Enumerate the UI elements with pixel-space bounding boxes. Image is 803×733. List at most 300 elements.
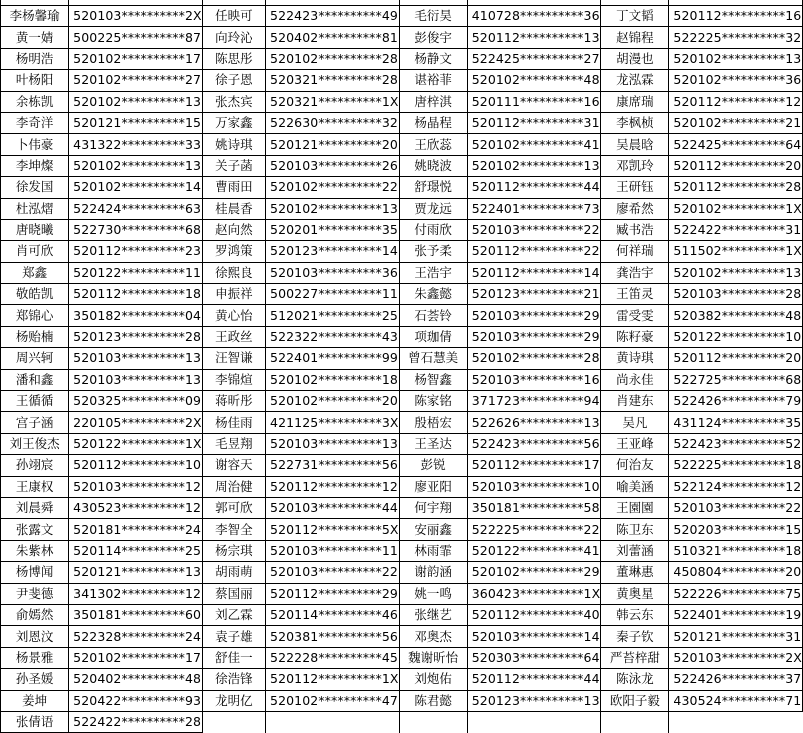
id-number-cell[interactable]: 431322**********33	[69, 134, 203, 155]
student-name-cell[interactable]: 徐子恩	[202, 70, 265, 91]
student-name-cell[interactable]: 彭俊宇	[399, 27, 467, 48]
id-number-cell[interactable]: 520112**********12	[266, 476, 400, 497]
id-number-cell[interactable]: 520123**********21	[467, 284, 601, 305]
id-number-cell[interactable]: 520112**********29	[266, 583, 400, 604]
student-name-cell[interactable]: 魏谢昕怡	[399, 647, 467, 668]
student-name-cell[interactable]: 刘炮佑	[399, 669, 467, 690]
id-number-cell[interactable]: 522226**********75	[669, 583, 803, 604]
id-number-cell[interactable]: 522423**********52	[669, 433, 803, 454]
student-name-cell[interactable]: 严苔梓甜	[601, 647, 669, 668]
student-name-cell[interactable]: 唐晓曦	[1, 219, 69, 240]
student-name-cell[interactable]: 李枫桢	[601, 112, 669, 133]
student-name-cell[interactable]: 李智全	[202, 519, 265, 540]
id-number-cell[interactable]: 520122**********41	[467, 540, 601, 561]
id-number-cell[interactable]: 520112**********44	[467, 177, 601, 198]
student-name-cell[interactable]: 王研钰	[601, 177, 669, 198]
table-row	[1, 669, 803, 690]
table-row	[1, 6, 803, 27]
empty-cell	[601, 711, 669, 732]
student-name-cell[interactable]: 胡雨萌	[202, 562, 265, 583]
id-number-cell[interactable]: 522423**********49	[266, 6, 400, 27]
id-number-cell[interactable]: 520321**********1X	[266, 91, 400, 112]
student-name-cell[interactable]: 秦子钦	[601, 626, 669, 647]
id-number-cell[interactable]: 520102**********13	[69, 155, 203, 176]
id-number-cell[interactable]: 520112**********23	[69, 241, 203, 262]
student-name-cell[interactable]: 谢容天	[202, 455, 265, 476]
student-name-cell[interactable]: 杨佳雨	[202, 412, 265, 433]
id-number-cell[interactable]: 522422**********31	[669, 219, 803, 240]
id-number-cell[interactable]: 520402**********48	[69, 669, 203, 690]
student-name-cell[interactable]: 王圣达	[399, 433, 467, 454]
id-number-cell[interactable]: 522424**********63	[69, 198, 203, 219]
id-number-cell[interactable]: 371723**********94	[467, 391, 601, 412]
id-number-cell[interactable]: 520112**********14	[467, 262, 601, 283]
id-number-cell[interactable]: 520112**********18	[69, 284, 203, 305]
id-number-cell[interactable]: 520102**********28	[266, 48, 400, 69]
id-number-cell[interactable]: 220105**********2X	[69, 412, 203, 433]
student-name-cell[interactable]: 王浩宇	[399, 262, 467, 283]
id-number-cell[interactable]: 520122**********10	[669, 326, 803, 347]
table-row	[1, 155, 803, 176]
table-row	[1, 27, 803, 48]
student-name-cell[interactable]: 龚浩宇	[601, 262, 669, 283]
id-number-cell[interactable]: 520114**********25	[69, 540, 203, 561]
id-number-cell[interactable]: 520103**********2X	[69, 6, 203, 27]
student-name-cell[interactable]: 李坤燦	[1, 155, 69, 176]
student-name-cell[interactable]: 关子菡	[202, 155, 265, 176]
student-name-cell[interactable]: 余栋凯	[1, 91, 69, 112]
id-number-cell[interactable]: 520102**********47	[266, 690, 400, 711]
id-number-cell[interactable]: 520112**********40	[467, 604, 601, 625]
student-name-cell[interactable]: 孙圣媛	[1, 669, 69, 690]
student-name-cell[interactable]: 刘乙霖	[202, 604, 265, 625]
table-row	[1, 583, 803, 604]
table-row	[1, 626, 803, 647]
id-number-cell[interactable]: 341302**********12	[69, 583, 203, 604]
student-name-cell[interactable]: 陈泳龙	[601, 669, 669, 690]
student-name-cell[interactable]: 姜坤	[1, 690, 69, 711]
id-number-cell[interactable]: 350182**********04	[69, 305, 203, 326]
table-row	[1, 562, 803, 583]
student-name-cell[interactable]: 李锦煊	[202, 369, 265, 390]
student-name-cell[interactable]: 徐浩锋	[202, 669, 265, 690]
id-number-cell[interactable]: 510321**********18	[669, 540, 803, 561]
id-number-cell[interactable]: 520103**********10	[467, 476, 601, 497]
id-number-cell[interactable]: 520112**********17	[467, 455, 601, 476]
id-number-cell[interactable]: 522328**********24	[69, 626, 203, 647]
id-number-cell[interactable]: 520103**********29	[467, 305, 601, 326]
id-number-cell[interactable]: 520201**********35	[266, 219, 400, 240]
id-number-cell[interactable]: 511502**********1X	[669, 241, 803, 262]
student-name-cell[interactable]: 杨宗琪	[202, 540, 265, 561]
student-name-cell[interactable]: 廖亚阳	[399, 476, 467, 497]
id-number-cell[interactable]: 520102**********27	[69, 70, 203, 91]
id-number-cell[interactable]: 410728**********36	[467, 6, 601, 27]
student-name-cell[interactable]: 刘王俊杰	[1, 433, 69, 454]
id-number-cell[interactable]: 520203**********15	[669, 519, 803, 540]
id-number-cell[interactable]: 522425**********64	[669, 134, 803, 155]
student-name-cell[interactable]: 刘晨舜	[1, 497, 69, 518]
student-name-cell[interactable]: 陈家铭	[399, 391, 467, 412]
student-name-cell[interactable]: 郭可欣	[202, 497, 265, 518]
student-name-cell[interactable]: 尹斐德	[1, 583, 69, 604]
id-number-cell[interactable]: 520382**********48	[669, 305, 803, 326]
student-name-cell[interactable]: 朱鑫懿	[399, 284, 467, 305]
id-number-cell[interactable]: 520102**********22	[266, 177, 400, 198]
id-number-cell[interactable]: 522225**********22	[467, 519, 601, 540]
id-number-cell[interactable]: 520103**********11	[266, 540, 400, 561]
id-number-cell[interactable]: 360423**********1X	[467, 583, 601, 604]
id-number-cell[interactable]: 520112**********28	[669, 177, 803, 198]
student-name-cell[interactable]: 吴晨晗	[601, 134, 669, 155]
student-name-cell[interactable]: 邓凯玲	[601, 155, 669, 176]
id-number-cell[interactable]: 520121**********31	[669, 626, 803, 647]
student-name-cell[interactable]: 刘恩汶	[1, 626, 69, 647]
id-number-cell[interactable]: 522426**********79	[669, 391, 803, 412]
id-number-cell[interactable]: 520112**********10	[69, 455, 203, 476]
id-number-cell[interactable]: 522731**********56	[266, 455, 400, 476]
student-name-cell[interactable]: 杨博闻	[1, 562, 69, 583]
table-row	[1, 48, 803, 69]
id-number-cell[interactable]: 520402**********81	[266, 27, 400, 48]
id-number-cell[interactable]: 431124**********35	[669, 412, 803, 433]
id-number-cell[interactable]: 512021**********25	[266, 305, 400, 326]
id-number-cell[interactable]: 520181**********24	[69, 519, 203, 540]
student-name-cell[interactable]: 尚永佳	[601, 369, 669, 390]
id-number-cell[interactable]: 522425**********27	[467, 48, 601, 69]
student-name-cell[interactable]: 黄诗琪	[601, 348, 669, 369]
table-row	[1, 91, 803, 112]
table-row	[1, 476, 803, 497]
student-name-cell[interactable]: 黄心怡	[202, 305, 265, 326]
table-row	[1, 112, 803, 133]
id-number-cell[interactable]: 522423**********56	[467, 433, 601, 454]
student-name-cell[interactable]: 袁子雄	[202, 626, 265, 647]
student-name-cell[interactable]: 杨景雅	[1, 647, 69, 668]
student-name-cell[interactable]: 曹雨田	[202, 177, 265, 198]
student-name-cell[interactable]: 杨贻楠	[1, 326, 69, 347]
id-number-cell[interactable]: 522426**********37	[669, 669, 803, 690]
id-number-cell[interactable]: 522401**********19	[669, 604, 803, 625]
id-number-cell[interactable]: 520112**********31	[467, 112, 601, 133]
student-name-cell[interactable]: 雷受雯	[601, 305, 669, 326]
student-name-cell[interactable]: 曾石慧美	[399, 348, 467, 369]
id-number-cell[interactable]: 520103**********22	[669, 497, 803, 518]
student-name-cell[interactable]: 汪智谦	[202, 348, 265, 369]
id-number-cell[interactable]: 520103**********22	[467, 219, 601, 240]
id-number-cell[interactable]: 520102**********28	[467, 348, 601, 369]
table-row	[1, 391, 803, 412]
student-name-cell[interactable]: 杨晶程	[399, 112, 467, 133]
id-number-cell[interactable]: 520102**********13	[69, 91, 203, 112]
id-number-cell[interactable]: 522422**********28	[69, 711, 203, 732]
id-number-cell[interactable]: 520422**********93	[69, 690, 203, 711]
student-name-cell[interactable]: 彭锐	[399, 455, 467, 476]
id-number-cell[interactable]: 520103**********29	[467, 326, 601, 347]
student-name-cell[interactable]: 俞嫣然	[1, 604, 69, 625]
student-name-cell[interactable]: 项珈倩	[399, 326, 467, 347]
id-number-cell[interactable]: 520102**********21	[669, 112, 803, 133]
student-name-cell[interactable]: 陈思彤	[202, 48, 265, 69]
table-row	[1, 177, 803, 198]
id-number-cell[interactable]: 522225**********32	[669, 27, 803, 48]
student-name-cell[interactable]: 姚诗琪	[202, 134, 265, 155]
id-number-cell[interactable]: 520102**********48	[467, 70, 601, 91]
id-number-cell[interactable]: 520103**********13	[69, 348, 203, 369]
id-number-cell[interactable]: 520102**********36	[669, 70, 803, 91]
student-name-cell[interactable]: 毛昱翔	[202, 433, 265, 454]
id-number-cell[interactable]: 522228**********45	[266, 647, 400, 668]
student-name-cell[interactable]: 陈籽豪	[601, 326, 669, 347]
student-name-cell[interactable]: 蔡国丽	[202, 583, 265, 604]
id-number-cell[interactable]: 520123**********28	[69, 326, 203, 347]
id-number-cell[interactable]: 520103**********44	[266, 497, 400, 518]
id-number-cell[interactable]: 522401**********73	[467, 198, 601, 219]
id-number-cell[interactable]: 520102**********17	[69, 647, 203, 668]
student-name-cell[interactable]: 徐熙良	[202, 262, 265, 283]
id-number-cell[interactable]: 522725**********68	[669, 369, 803, 390]
id-number-cell[interactable]: 520103**********28	[669, 284, 803, 305]
student-name-cell[interactable]: 胡漫也	[601, 48, 669, 69]
student-name-cell[interactable]: 廖希然	[601, 198, 669, 219]
id-number-cell[interactable]: 520303**********64	[467, 647, 601, 668]
id-number-cell[interactable]: 520103**********26	[266, 155, 400, 176]
student-name-cell[interactable]: 向玲沁	[202, 27, 265, 48]
id-number-cell[interactable]: 522322**********43	[266, 326, 400, 347]
table-row	[1, 348, 803, 369]
student-name-cell[interactable]: 黄奥星	[601, 583, 669, 604]
student-name-cell[interactable]: 李奇洋	[1, 112, 69, 133]
student-name-cell[interactable]: 王康权	[1, 476, 69, 497]
id-number-cell[interactable]: 520103**********12	[69, 476, 203, 497]
id-number-cell[interactable]: 520112**********16	[669, 6, 803, 27]
id-number-cell[interactable]: 520102**********1X	[669, 198, 803, 219]
student-name-cell[interactable]: 徐发国	[1, 177, 69, 198]
id-number-cell[interactable]: 520123**********14	[266, 241, 400, 262]
id-number-cell[interactable]: 520102**********41	[467, 134, 601, 155]
id-number-cell[interactable]: 520102**********20	[266, 391, 400, 412]
student-name-cell[interactable]: 石荟铃	[399, 305, 467, 326]
id-number-cell[interactable]: 520102**********29	[467, 562, 601, 583]
table-row	[1, 604, 803, 625]
id-number-cell[interactable]: 520102**********17	[69, 48, 203, 69]
student-name-cell[interactable]: 杨静文	[399, 48, 467, 69]
empty-cell	[669, 711, 803, 732]
table-row	[1, 70, 803, 91]
student-name-cell[interactable]: 唐梓淇	[399, 91, 467, 112]
student-name-cell[interactable]: 何宇翔	[399, 497, 467, 518]
id-number-cell[interactable]: 520102**********14	[69, 177, 203, 198]
student-name-cell[interactable]: 林雨霏	[399, 540, 467, 561]
table-row	[1, 305, 803, 326]
student-name-cell[interactable]: 丁文韬	[601, 6, 669, 27]
student-name-cell[interactable]: 刘蕾涵	[601, 540, 669, 561]
id-number-cell[interactable]: 520112**********5X	[266, 519, 400, 540]
id-number-cell[interactable]: 520103**********22	[266, 562, 400, 583]
table-row	[1, 219, 803, 240]
student-name-cell[interactable]: 孙翊宸	[1, 455, 69, 476]
student-name-cell[interactable]: 舒璟悦	[399, 177, 467, 198]
id-number-cell[interactable]: 520321**********28	[266, 70, 400, 91]
student-name-cell[interactable]: 张继艺	[399, 604, 467, 625]
id-number-cell[interactable]: 520122**********1X	[69, 433, 203, 454]
id-number-cell[interactable]: 520112**********20	[669, 155, 803, 176]
table-row	[1, 284, 803, 305]
id-number-cell[interactable]: 520325**********09	[69, 391, 203, 412]
table-row	[1, 690, 803, 711]
id-number-cell[interactable]: 421125**********3X	[266, 412, 400, 433]
student-name-cell[interactable]: 周治健	[202, 476, 265, 497]
student-name-cell[interactable]: 万家鑫	[202, 112, 265, 133]
student-name-cell[interactable]: 何治友	[601, 455, 669, 476]
id-number-cell[interactable]: 520102**********18	[266, 369, 400, 390]
student-name-cell[interactable]: 敬皓凯	[1, 284, 69, 305]
student-name-cell[interactable]: 张倩语	[1, 711, 69, 732]
id-number-cell[interactable]: 520114**********46	[266, 604, 400, 625]
student-name-cell[interactable]: 罗鸿策	[202, 241, 265, 262]
student-name-cell[interactable]: 任映可	[202, 6, 265, 27]
student-name-cell[interactable]: 陈君懿	[399, 690, 467, 711]
id-number-cell[interactable]: 520103**********13	[266, 433, 400, 454]
id-number-cell[interactable]: 522730**********68	[69, 219, 203, 240]
id-number-cell[interactable]: 520103**********2X	[669, 647, 803, 668]
id-number-cell[interactable]: 520103**********13	[69, 369, 203, 390]
student-name-cell[interactable]: 吴凡	[601, 412, 669, 433]
id-number-cell[interactable]: 522225**********18	[669, 455, 803, 476]
id-number-cell[interactable]: 520381**********56	[266, 626, 400, 647]
student-name-cell[interactable]: 王園園	[601, 497, 669, 518]
student-name-cell[interactable]: 喻美涵	[601, 476, 669, 497]
student-name-cell[interactable]: 董琳惠	[601, 562, 669, 583]
student-name-cell[interactable]: 赵锦程	[601, 27, 669, 48]
student-name-cell[interactable]: 叶杨阳	[1, 70, 69, 91]
id-number-cell[interactable]: 520102**********13	[266, 198, 400, 219]
student-name-cell[interactable]: 殷梧宏	[399, 412, 467, 433]
id-number-cell[interactable]: 350181**********58	[467, 497, 601, 518]
student-name-cell[interactable]: 臧书浩	[601, 219, 669, 240]
id-number-cell[interactable]: 430524**********71	[669, 690, 803, 711]
student-name-cell[interactable]: 欧阳子毅	[601, 690, 669, 711]
student-name-cell[interactable]: 毛衍昊	[399, 6, 467, 27]
table-body	[1, 0, 803, 733]
student-name-cell[interactable]: 姚晓波	[399, 155, 467, 176]
student-name-cell[interactable]: 朱紫林	[1, 540, 69, 561]
table-row	[1, 540, 803, 561]
student-name-cell[interactable]: 谢韵涵	[399, 562, 467, 583]
table-row	[1, 369, 803, 390]
id-number-cell[interactable]: 350181**********60	[69, 604, 203, 625]
id-number-cell[interactable]: 520102**********13	[467, 155, 601, 176]
student-name-cell[interactable]: 李杨馨瑜	[1, 6, 69, 27]
student-name-cell[interactable]: 舒佳一	[202, 647, 265, 668]
id-number-cell[interactable]: 520112**********12	[669, 91, 803, 112]
student-name-cell[interactable]: 张露文	[1, 519, 69, 540]
student-name-cell[interactable]: 肖建东	[601, 391, 669, 412]
table-row	[1, 647, 803, 668]
student-name-cell[interactable]: 姚一鸣	[399, 583, 467, 604]
student-name-cell[interactable]: 贾龙远	[399, 198, 467, 219]
id-number-cell[interactable]: 520102**********13	[669, 48, 803, 69]
student-name-cell[interactable]: 王循循	[1, 391, 69, 412]
id-number-cell[interactable]: 520121**********15	[69, 112, 203, 133]
id-number-cell[interactable]: 520123**********13	[467, 690, 601, 711]
id-number-cell[interactable]: 520112**********44	[467, 669, 601, 690]
student-name-cell[interactable]: 张杰宾	[202, 91, 265, 112]
id-number-cell[interactable]: 520112**********22	[467, 241, 601, 262]
student-name-cell[interactable]: 赵向然	[202, 219, 265, 240]
table-row	[1, 326, 803, 347]
student-name-cell[interactable]: 康席瑞	[601, 91, 669, 112]
student-name-cell[interactable]: 付雨欣	[399, 219, 467, 240]
id-number-cell[interactable]: 450804**********20	[669, 562, 803, 583]
id-number-cell[interactable]: 522401**********99	[266, 348, 400, 369]
table-row	[1, 497, 803, 518]
student-name-cell[interactable]: 陈卫东	[601, 519, 669, 540]
student-name-cell[interactable]: 杨智鑫	[399, 369, 467, 390]
student-name-cell[interactable]: 桂晨香	[202, 198, 265, 219]
student-name-cell[interactable]: 邓奥杰	[399, 626, 467, 647]
empty-cell	[467, 711, 601, 732]
id-number-cell[interactable]: 520121**********13	[69, 562, 203, 583]
id-number-cell[interactable]: 520112**********20	[669, 348, 803, 369]
student-name-cell[interactable]: 卜伟豪	[1, 134, 69, 155]
student-name-cell[interactable]: 肖可欣	[1, 241, 69, 262]
student-name-cell[interactable]: 周兴轲	[1, 348, 69, 369]
student-name-cell[interactable]: 王亚峰	[601, 433, 669, 454]
student-name-cell[interactable]: 杨明浩	[1, 48, 69, 69]
id-number-cell[interactable]: 520103**********36	[266, 262, 400, 283]
student-name-cell[interactable]: 谌裕菲	[399, 70, 467, 91]
id-number-cell[interactable]: 520103**********16	[467, 369, 601, 390]
student-name-cell[interactable]: 宫子涵	[1, 412, 69, 433]
student-name-cell[interactable]: 龙泓霖	[601, 70, 669, 91]
student-name-cell[interactable]: 申振祥	[202, 284, 265, 305]
student-name-cell[interactable]: 张予柔	[399, 241, 467, 262]
student-name-cell[interactable]: 郑鑫	[1, 262, 69, 283]
table-row	[1, 433, 803, 454]
id-number-cell[interactable]: 500227**********11	[266, 284, 400, 305]
id-number-cell[interactable]: 500225**********87	[69, 27, 203, 48]
student-name-cell[interactable]: 何祥瑞	[601, 241, 669, 262]
id-number-cell[interactable]: 520112**********1X	[266, 669, 400, 690]
id-number-cell[interactable]: 522630**********32	[266, 112, 400, 133]
student-name-cell[interactable]: 韩云东	[601, 604, 669, 625]
student-name-cell[interactable]: 王政丝	[202, 326, 265, 347]
id-number-cell[interactable]: 522626**********13	[467, 412, 601, 433]
table-row	[1, 198, 803, 219]
id-number-cell[interactable]: 520111**********16	[467, 91, 601, 112]
student-name-cell[interactable]: 潘和鑫	[1, 369, 69, 390]
student-name-cell[interactable]: 郑锦心	[1, 305, 69, 326]
id-number-cell[interactable]: 430523**********12	[69, 497, 203, 518]
table-row	[1, 711, 803, 732]
id-number-cell[interactable]: 520103**********14	[467, 626, 601, 647]
student-name-cell[interactable]: 蒋昕彤	[202, 391, 265, 412]
id-number-cell[interactable]: 522124**********12	[669, 476, 803, 497]
student-name-cell[interactable]: 安丽鑫	[399, 519, 467, 540]
student-name-cell[interactable]: 黄一婧	[1, 27, 69, 48]
table-row	[1, 134, 803, 155]
empty-cell	[266, 711, 400, 732]
id-number-cell[interactable]: 520121**********20	[266, 134, 400, 155]
student-name-cell[interactable]: 龙明亿	[202, 690, 265, 711]
id-number-cell[interactable]: 520112**********13	[467, 27, 601, 48]
student-name-cell[interactable]: 杜泓熠	[1, 198, 69, 219]
student-name-cell[interactable]: 王欣蕊	[399, 134, 467, 155]
id-number-cell[interactable]: 520102**********13	[669, 262, 803, 283]
id-number-cell[interactable]: 520122**********11	[69, 262, 203, 283]
student-name-cell[interactable]: 王笛灵	[601, 284, 669, 305]
